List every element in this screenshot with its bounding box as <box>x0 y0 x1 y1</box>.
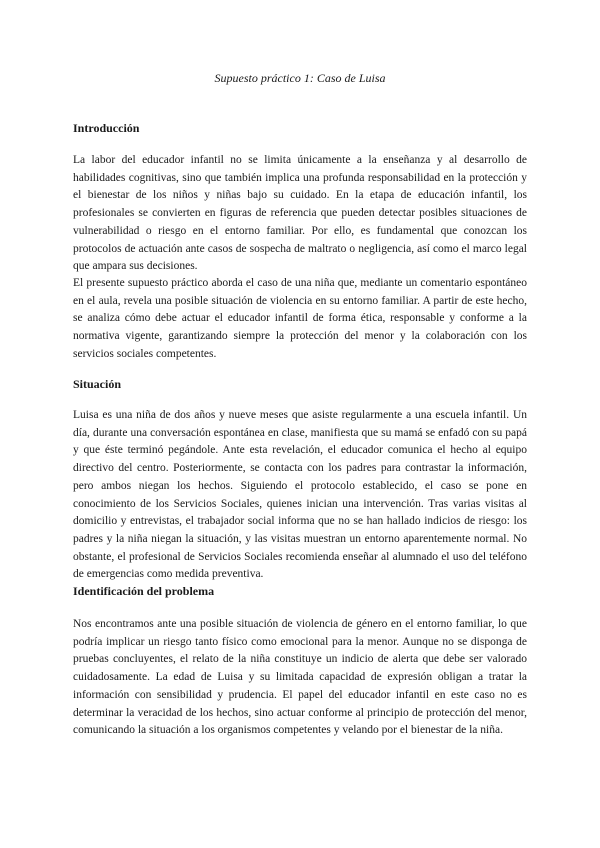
introduction-paragraph-2: El presente supuesto práctico aborda el caso de una niña que, mediante un comentario espontáneo en el aula, revela una posible situación de violencia en su entorno familiar. A partir de este hecho, se analiza cómo debe actuar el educador infantil de forma ética, responsable y conforme a la normativa vigente, garantizando siempre la protección del menor y la colaboración con los servicios sociales competentes. <box>73 277 527 360</box>
document-title: Supuesto práctico 1: Caso de Luisa <box>214 71 386 85</box>
introduction-paragraph-1: La labor del educador infantil no se limita únicamente a la enseñanza y al desarrollo de habilidades cognitivas, sino que también implica una profunda responsabilidad en la protección y el bienestar de los niños y niñas bajo su cuidado. En la etapa de educación infantil, los profesionales se convierten en figuras de referencia que pueden detectar posibles situaciones de vulnerabilidad o riesgo en el entorno familiar. Por ello, es fundamental que conozcan los protocolos de actuación ante casos de sospecha de maltrato o negligencia, así como el marco legal que ampara sus decisiones. <box>73 154 527 273</box>
section-heading-situation: Situación <box>73 377 122 391</box>
section-heading-introduction: Introducción <box>73 121 140 135</box>
section-heading-problem: Identificación del problema <box>73 584 215 598</box>
problem-paragraph: Nos encontramos ante una posible situación de violencia de género en el entorno familiar, lo que podría implicar un riesgo tanto físico como emocional para la menor. Aunque no se disponga de pruebas concluyentes, el relato de la niña constituye un indicio de alerta que debe ser valorado cuidadosamente. La edad de Luisa y su limitada capacidad de expresión obligan a tratar la información con sensibilidad y prudencia. El papel del educador infantil en este caso no es determinar la veracidad de los hechos, sino actuar conforme al principio de protección del menor, comunicando la situación a los organismos competentes y velando por el bienestar de la niña. <box>73 618 527 737</box>
situation-paragraph: Luisa es una niña de dos años y nueve meses que asiste regularmente a una escuela infantil. Un día, durante una conversación espontánea en clase, manifiesta que su mamá se enfadó con su papá y que éste terminó pegándole. Ante esta revelación, el educador comunica el hecho al equipo directivo del centro. Posteriormente, se contacta con los padres para contrastar la información, pero ambos niegan los hechos. Siguiendo el protocolo establecido, el caso se pone en conocimiento de los Servicios Sociales, quienes inician una intervención. Tras varias visitas al domicilio y entrevistas, el trabajador social informa que no se han hallado indicios de riesgo: los padres y la niña niegan la situación, y las visitas muestran un entorno aparentemente normal. No obstante, el profesional de Servicios Sociales recomienda enseñar al alumnado el uso del teléfono de emergencias como medida preventiva. <box>73 409 527 581</box>
